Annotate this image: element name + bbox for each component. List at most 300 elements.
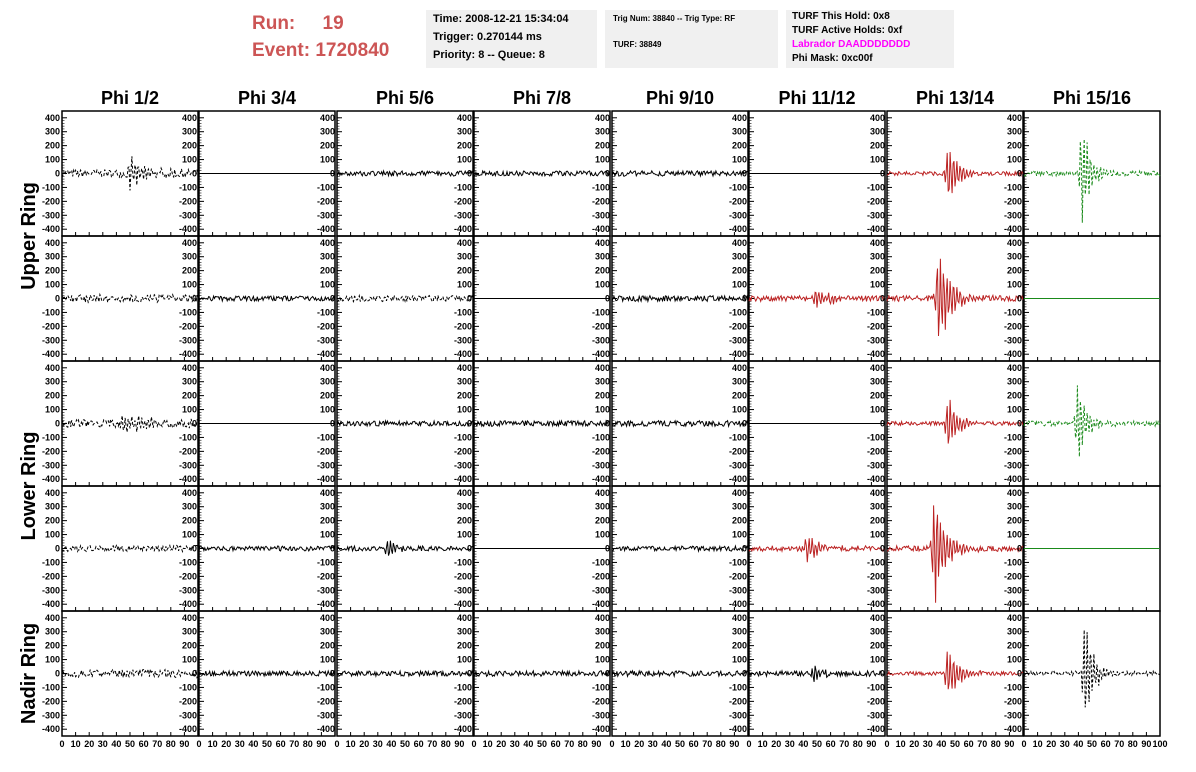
waveform-trace xyxy=(62,669,198,677)
x-tick-label: 90 xyxy=(179,739,190,749)
y-tick-label: 100 xyxy=(594,279,610,290)
x-tick-label: 50 xyxy=(674,739,686,749)
y-tick-label: 200 xyxy=(869,390,885,401)
x-tick-label: 80 xyxy=(852,739,863,749)
y-tick-label: 400 xyxy=(594,112,610,123)
y-tick-label: 300 xyxy=(181,251,197,262)
y-tick-label: 400 xyxy=(731,487,747,498)
y-tick-label: 300 xyxy=(456,626,472,637)
y-tick-label: 200 xyxy=(456,140,472,151)
y-tick-label: 300 xyxy=(594,251,610,262)
waveform-trace xyxy=(612,171,748,176)
x-tick-label: 10 xyxy=(620,739,631,749)
y-tick-label: 300 xyxy=(1006,501,1022,512)
y-tick-label: 400 xyxy=(319,112,335,123)
y-tick-label: 0 xyxy=(741,543,747,554)
y-tick-label: -200 xyxy=(591,571,610,582)
y-tick-label: -400 xyxy=(453,599,472,610)
y-tick-label: -200 xyxy=(591,696,610,707)
y-tick-label: -300 xyxy=(41,585,60,596)
y-tick-label: -200 xyxy=(1003,446,1022,457)
x-tick-label: 100 xyxy=(1152,739,1168,749)
x-tick-label: 60 xyxy=(550,739,561,749)
x-tick-label: 20 xyxy=(221,739,232,749)
y-tick-label: -400 xyxy=(728,349,747,360)
y-tick-label: -100 xyxy=(728,682,747,693)
y-tick-label: 200 xyxy=(731,140,747,151)
y-tick-label: -300 xyxy=(728,210,747,221)
x-tick-label: 70 xyxy=(289,739,300,749)
y-tick-label: 300 xyxy=(181,626,197,637)
y-tick-label: 0 xyxy=(54,168,60,179)
y-tick-label: -300 xyxy=(178,585,197,596)
y-tick-label: 0 xyxy=(466,168,472,179)
y-tick-label: 300 xyxy=(319,126,335,137)
x-tick-label: 0 xyxy=(59,739,65,749)
y-tick-label: -400 xyxy=(178,724,197,735)
x-tick-label: 10 xyxy=(895,739,906,749)
y-tick-label: -100 xyxy=(453,682,472,693)
y-tick-label: 100 xyxy=(594,154,610,165)
y-tick-label: 100 xyxy=(181,654,197,665)
y-tick-label: -100 xyxy=(453,182,472,193)
y-tick-label: -100 xyxy=(316,682,335,693)
y-tick-label: 100 xyxy=(456,154,472,165)
y-tick-label: 200 xyxy=(869,640,885,651)
y-tick-label: -300 xyxy=(316,710,335,721)
y-tick-label: 100 xyxy=(594,404,610,415)
x-tick-label: 90 xyxy=(591,739,602,749)
y-tick-label: -200 xyxy=(41,196,60,207)
y-tick-label: 100 xyxy=(1006,404,1022,415)
y-tick-label: -100 xyxy=(316,432,335,443)
y-tick-label: 0 xyxy=(54,293,60,304)
y-tick-label: 0 xyxy=(1016,543,1022,554)
y-tick-label: -200 xyxy=(866,321,885,332)
y-tick-label: -200 xyxy=(728,696,747,707)
waveform-trace xyxy=(612,418,748,429)
x-tick-label: 40 xyxy=(523,739,534,749)
x-tick-label: 30 xyxy=(234,739,245,749)
x-tick-label: 50 xyxy=(1086,739,1098,749)
y-tick-label: -400 xyxy=(316,599,335,610)
y-tick-label: 100 xyxy=(731,654,747,665)
y-tick-label: -300 xyxy=(316,335,335,346)
waveform-trace xyxy=(337,671,473,676)
y-tick-label: -100 xyxy=(728,432,747,443)
y-tick-label: -100 xyxy=(591,182,610,193)
y-tick-label: 0 xyxy=(329,543,335,554)
waveform-trace xyxy=(199,546,335,551)
event-value: 1720840 xyxy=(315,40,390,61)
turf-hold-text: TURF This Hold: 0x8 xyxy=(792,11,890,22)
column-header: Phi 1/2 xyxy=(100,88,160,108)
x-tick-label: 0 xyxy=(471,739,477,749)
panel-frame xyxy=(337,236,473,361)
y-tick-label: 100 xyxy=(44,654,60,665)
y-tick-label: 0 xyxy=(604,543,610,554)
y-tick-label: 0 xyxy=(741,168,747,179)
waveform-trace xyxy=(199,671,335,676)
waveform-trace xyxy=(62,543,198,554)
x-tick-label: 0 xyxy=(746,739,752,749)
y-tick-label: -400 xyxy=(866,474,885,485)
x-tick-label: 20 xyxy=(909,739,920,749)
y-tick-label: 100 xyxy=(181,529,197,540)
y-tick-label: 200 xyxy=(319,140,335,151)
x-tick-label: 50 xyxy=(261,739,273,749)
y-tick-label: 400 xyxy=(181,237,197,248)
y-tick-label: 100 xyxy=(1006,654,1022,665)
y-tick-label: -300 xyxy=(178,460,197,471)
y-tick-label: -400 xyxy=(728,599,747,610)
y-tick-label: -100 xyxy=(178,557,197,568)
y-tick-label: 300 xyxy=(731,376,747,387)
y-tick-label: 0 xyxy=(329,168,335,179)
x-tick-label: 50 xyxy=(811,739,823,749)
y-tick-label: -200 xyxy=(316,321,335,332)
y-tick-label: 0 xyxy=(604,418,610,429)
y-tick-label: 300 xyxy=(869,126,885,137)
y-tick-label: 0 xyxy=(329,293,335,304)
x-tick-label: 40 xyxy=(248,739,259,749)
y-tick-label: -400 xyxy=(41,349,60,360)
y-tick-label: 0 xyxy=(329,418,335,429)
y-tick-label: 300 xyxy=(44,376,60,387)
phi-mask-text: Phi Mask: 0xc00f xyxy=(792,53,873,64)
y-tick-label: -300 xyxy=(1003,210,1022,221)
waveform-trace xyxy=(337,293,473,304)
y-tick-label: 300 xyxy=(319,626,335,637)
y-tick-label: -200 xyxy=(728,196,747,207)
y-tick-label: -300 xyxy=(316,460,335,471)
y-tick-label: -200 xyxy=(316,696,335,707)
x-tick-label: 20 xyxy=(84,739,95,749)
y-tick-label: 0 xyxy=(1016,168,1022,179)
y-tick-label: -100 xyxy=(1003,557,1022,568)
y-tick-label: 100 xyxy=(731,154,747,165)
run-value: 19 xyxy=(322,13,344,34)
y-tick-label: 100 xyxy=(731,279,747,290)
y-tick-label: 0 xyxy=(604,668,610,679)
y-tick-label: -400 xyxy=(591,224,610,235)
y-tick-label: -400 xyxy=(453,349,472,360)
y-tick-label: -400 xyxy=(453,724,472,735)
y-tick-label: 400 xyxy=(731,612,747,623)
y-tick-label: 400 xyxy=(1006,362,1022,373)
waveform-trace xyxy=(337,421,473,426)
y-tick-label: -300 xyxy=(591,585,610,596)
x-tick-label: 90 xyxy=(1141,739,1152,749)
column-header: Phi 13/14 xyxy=(915,88,995,108)
y-tick-label: -100 xyxy=(453,432,472,443)
x-tick-label: 30 xyxy=(647,739,658,749)
y-tick-label: 300 xyxy=(1006,126,1022,137)
y-tick-label: 100 xyxy=(44,279,60,290)
y-tick-label: 200 xyxy=(594,265,610,276)
y-tick-label: -400 xyxy=(1003,474,1022,485)
x-tick-label: 80 xyxy=(715,739,726,749)
y-tick-label: 200 xyxy=(181,390,197,401)
y-tick-label: 400 xyxy=(456,112,472,123)
y-tick-label: -400 xyxy=(316,724,335,735)
y-tick-label: -100 xyxy=(728,182,747,193)
y-tick-label: 400 xyxy=(456,487,472,498)
y-tick-label: 100 xyxy=(594,654,610,665)
y-tick-label: 300 xyxy=(1006,376,1022,387)
y-tick-label: -300 xyxy=(1003,460,1022,471)
y-tick-label: 100 xyxy=(731,404,747,415)
y-tick-label: 300 xyxy=(1006,251,1022,262)
y-tick-label: -100 xyxy=(178,682,197,693)
y-tick-label: 300 xyxy=(456,251,472,262)
y-tick-label: 400 xyxy=(869,112,885,123)
y-tick-label: -200 xyxy=(41,571,60,582)
waveform-trace xyxy=(887,505,1023,602)
x-tick-label: 40 xyxy=(936,739,947,749)
x-tick-label: 60 xyxy=(825,739,836,749)
y-tick-label: 200 xyxy=(1006,265,1022,276)
y-tick-label: 300 xyxy=(456,501,472,512)
y-tick-label: 400 xyxy=(181,487,197,498)
y-tick-label: -400 xyxy=(178,599,197,610)
waveform-trace xyxy=(1024,385,1160,456)
y-tick-label: 0 xyxy=(1016,293,1022,304)
y-tick-label: -100 xyxy=(728,557,747,568)
y-tick-label: -200 xyxy=(178,446,197,457)
y-tick-label: -300 xyxy=(1003,710,1022,721)
y-tick-label: -400 xyxy=(1003,349,1022,360)
y-tick-label: 300 xyxy=(594,501,610,512)
y-tick-label: 0 xyxy=(191,668,197,679)
x-tick-label: 30 xyxy=(784,739,795,749)
y-tick-label: -300 xyxy=(41,210,60,221)
y-tick-label: 200 xyxy=(869,265,885,276)
column-header: Phi 7/8 xyxy=(512,88,572,108)
y-tick-label: -300 xyxy=(453,710,472,721)
y-tick-label: -200 xyxy=(178,321,197,332)
y-tick-label: 100 xyxy=(456,404,472,415)
y-tick-label: -100 xyxy=(866,182,885,193)
column-header: Phi 9/10 xyxy=(645,88,715,108)
y-tick-label: -200 xyxy=(728,446,747,457)
y-tick-label: 100 xyxy=(181,279,197,290)
y-tick-label: -400 xyxy=(866,224,885,235)
x-tick-label: 70 xyxy=(564,739,575,749)
x-tick-label: 0 xyxy=(196,739,202,749)
y-tick-label: -200 xyxy=(728,321,747,332)
y-tick-label: 400 xyxy=(869,487,885,498)
y-tick-label: 300 xyxy=(44,626,60,637)
x-tick-label: 20 xyxy=(771,739,782,749)
y-tick-label: -100 xyxy=(316,557,335,568)
y-tick-label: -100 xyxy=(866,432,885,443)
y-tick-label: 0 xyxy=(741,293,747,304)
x-tick-label: 0 xyxy=(1021,739,1027,749)
y-tick-label: -100 xyxy=(1003,307,1022,318)
y-tick-label: -100 xyxy=(316,307,335,318)
y-tick-label: -300 xyxy=(41,460,60,471)
y-tick-label: -300 xyxy=(178,210,197,221)
y-tick-label: -100 xyxy=(453,307,472,318)
x-tick-label: 10 xyxy=(482,739,493,749)
y-tick-label: -200 xyxy=(1003,196,1022,207)
y-tick-label: 200 xyxy=(594,140,610,151)
y-tick-label: 200 xyxy=(731,390,747,401)
x-tick-label: 40 xyxy=(661,739,672,749)
y-tick-label: -300 xyxy=(453,210,472,221)
y-tick-label: 400 xyxy=(1006,612,1022,623)
y-tick-label: -200 xyxy=(728,571,747,582)
y-tick-label: 300 xyxy=(1006,626,1022,637)
y-tick-label: 100 xyxy=(1006,154,1022,165)
y-tick-label: -200 xyxy=(1003,696,1022,707)
y-tick-label: 200 xyxy=(456,515,472,526)
y-tick-label: -400 xyxy=(178,349,197,360)
x-tick-label: 20 xyxy=(634,739,645,749)
y-tick-label: 400 xyxy=(731,112,747,123)
y-tick-label: 0 xyxy=(1016,418,1022,429)
y-tick-label: -300 xyxy=(728,335,747,346)
y-tick-label: 400 xyxy=(594,612,610,623)
y-tick-label: 100 xyxy=(456,529,472,540)
y-tick-label: -400 xyxy=(591,474,610,485)
column-header: Phi 15/16 xyxy=(1052,88,1132,108)
run-label: Run: xyxy=(252,13,296,34)
x-tick-label: 50 xyxy=(399,739,411,749)
x-tick-label: 80 xyxy=(990,739,1001,749)
y-tick-label: -400 xyxy=(591,599,610,610)
waveform-trace xyxy=(62,416,198,433)
y-tick-label: 400 xyxy=(456,237,472,248)
x-tick-label: 50 xyxy=(949,739,961,749)
y-tick-label: 100 xyxy=(1006,279,1022,290)
y-tick-label: 0 xyxy=(54,418,60,429)
y-tick-label: -300 xyxy=(453,585,472,596)
y-tick-label: 300 xyxy=(731,501,747,512)
x-tick-label: 90 xyxy=(1004,739,1015,749)
y-tick-label: -400 xyxy=(866,599,885,610)
y-tick-label: 300 xyxy=(181,376,197,387)
y-tick-label: 0 xyxy=(879,418,885,429)
waveform-trace xyxy=(887,652,1023,693)
waveform-trace xyxy=(749,292,885,307)
y-tick-label: -400 xyxy=(41,724,60,735)
y-tick-label: -100 xyxy=(591,307,610,318)
ring-label: Lower Ring xyxy=(18,431,40,541)
y-tick-label: 300 xyxy=(869,626,885,637)
waveform-trace xyxy=(199,296,335,301)
x-tick-label: 20 xyxy=(359,739,370,749)
y-tick-label: -200 xyxy=(316,446,335,457)
y-tick-label: -400 xyxy=(178,224,197,235)
column-header: Phi 3/4 xyxy=(237,88,297,108)
y-tick-label: 200 xyxy=(44,390,60,401)
y-tick-label: 200 xyxy=(731,265,747,276)
y-tick-label: 400 xyxy=(181,112,197,123)
y-tick-label: 200 xyxy=(181,640,197,651)
y-tick-label: -400 xyxy=(728,724,747,735)
y-tick-label: 100 xyxy=(869,529,885,540)
y-tick-label: -200 xyxy=(453,696,472,707)
x-tick-label: 60 xyxy=(1100,739,1111,749)
x-tick-label: 30 xyxy=(97,739,108,749)
y-tick-label: 100 xyxy=(869,404,885,415)
y-tick-label: 0 xyxy=(741,418,747,429)
y-tick-label: -300 xyxy=(591,460,610,471)
y-tick-label: 100 xyxy=(731,529,747,540)
y-tick-label: 200 xyxy=(44,140,60,151)
x-tick-label: 60 xyxy=(275,739,286,749)
y-tick-label: -400 xyxy=(41,599,60,610)
waveform-trace xyxy=(62,156,198,193)
y-tick-label: -300 xyxy=(178,710,197,721)
x-tick-label: 70 xyxy=(152,739,163,749)
y-tick-label: -300 xyxy=(41,335,60,346)
x-tick-label: 90 xyxy=(729,739,740,749)
y-tick-label: -200 xyxy=(178,571,197,582)
waveform-trace xyxy=(612,293,748,304)
y-tick-label: 200 xyxy=(1006,515,1022,526)
x-tick-label: 10 xyxy=(345,739,356,749)
y-tick-label: 100 xyxy=(181,404,197,415)
y-tick-label: 200 xyxy=(319,640,335,651)
y-tick-label: -100 xyxy=(591,432,610,443)
x-tick-label: 60 xyxy=(413,739,424,749)
y-tick-label: 200 xyxy=(181,515,197,526)
x-tick-label: 40 xyxy=(111,739,122,749)
y-tick-label: 100 xyxy=(869,154,885,165)
x-tick-label: 20 xyxy=(496,739,507,749)
y-tick-label: -400 xyxy=(591,724,610,735)
y-tick-label: 100 xyxy=(181,154,197,165)
y-tick-label: 0 xyxy=(466,418,472,429)
y-tick-label: -400 xyxy=(178,474,197,485)
y-tick-label: 400 xyxy=(594,487,610,498)
y-tick-label: -100 xyxy=(41,182,60,193)
y-tick-label: -200 xyxy=(453,571,472,582)
x-tick-label: 30 xyxy=(1059,739,1070,749)
y-tick-label: -100 xyxy=(866,682,885,693)
x-tick-label: 40 xyxy=(798,739,809,749)
y-tick-label: 200 xyxy=(869,140,885,151)
y-tick-label: -400 xyxy=(453,474,472,485)
y-tick-label: 200 xyxy=(456,640,472,651)
y-tick-label: -200 xyxy=(866,196,885,207)
x-tick-label: 30 xyxy=(509,739,520,749)
x-tick-label: 70 xyxy=(702,739,713,749)
y-tick-label: -300 xyxy=(728,710,747,721)
y-tick-label: -300 xyxy=(728,585,747,596)
y-tick-label: -300 xyxy=(316,585,335,596)
y-tick-label: -300 xyxy=(41,710,60,721)
waveform-trace xyxy=(474,668,610,679)
x-tick-label: 80 xyxy=(577,739,588,749)
y-tick-label: -400 xyxy=(41,224,60,235)
y-tick-label: -400 xyxy=(591,349,610,360)
x-tick-label: 90 xyxy=(454,739,465,749)
waveform-trace xyxy=(612,668,748,679)
y-tick-label: 400 xyxy=(319,487,335,498)
y-tick-label: 300 xyxy=(869,251,885,262)
y-tick-label: -400 xyxy=(453,224,472,235)
y-tick-label: 200 xyxy=(44,515,60,526)
y-tick-label: -200 xyxy=(453,196,472,207)
y-tick-label: 0 xyxy=(54,543,60,554)
y-tick-label: -100 xyxy=(728,307,747,318)
y-tick-label: 0 xyxy=(329,668,335,679)
x-tick-label: 10 xyxy=(207,739,218,749)
